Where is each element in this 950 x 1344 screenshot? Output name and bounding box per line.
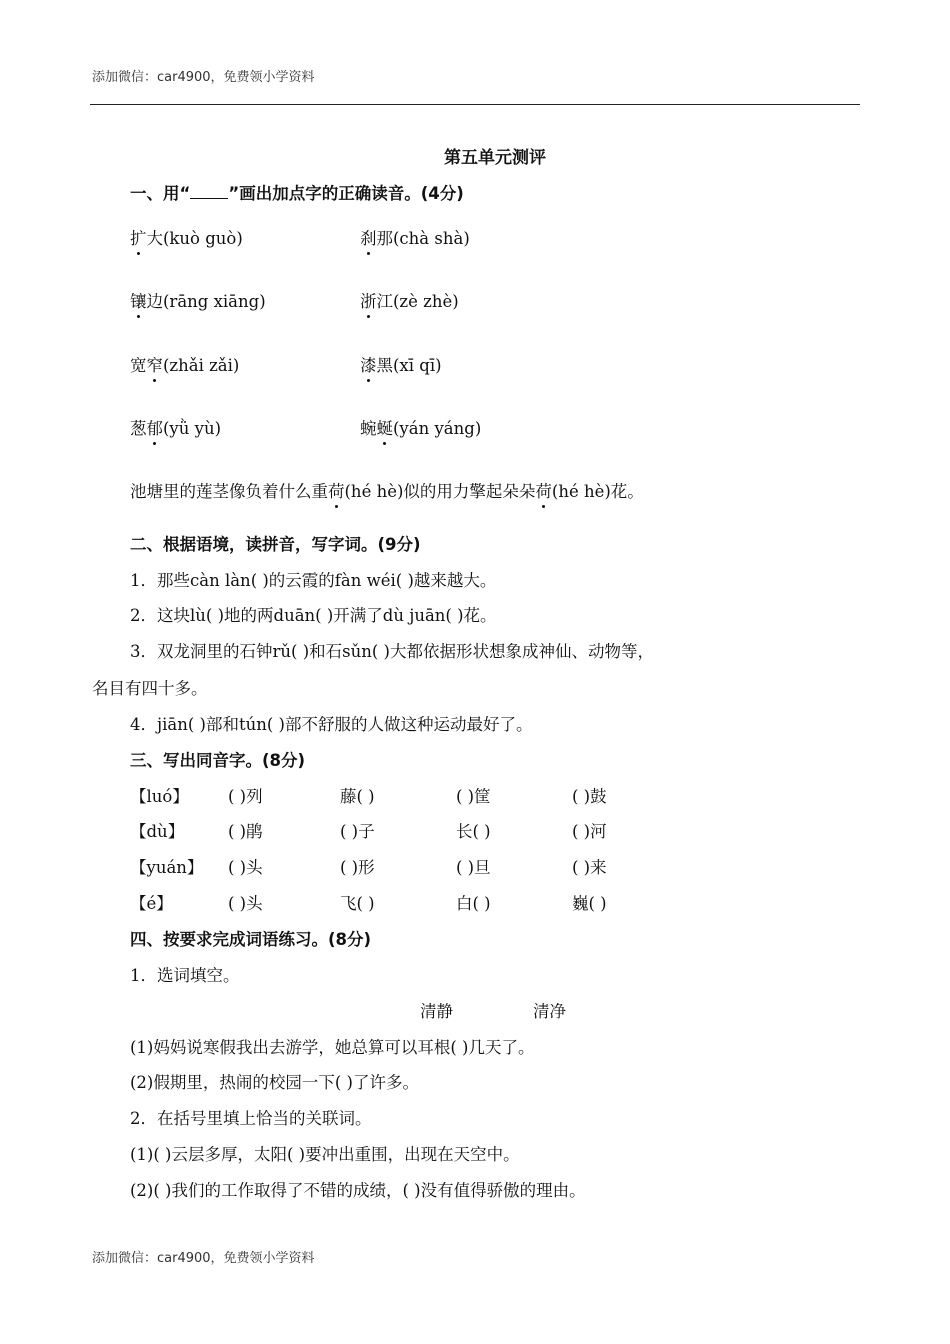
question-line: 2．在括号里填上恰当的关联词。 bbox=[130, 1109, 372, 1128]
homophone-cell: 飞( ) bbox=[340, 894, 375, 913]
section-4-heading: 四、按要求完成词语练习。(8分) bbox=[130, 930, 372, 949]
page-title: 第五单元测评 bbox=[444, 148, 546, 168]
pinyin-item bbox=[360, 228, 470, 250]
homophone-cell: ( )来 bbox=[572, 858, 607, 877]
pinyin-item bbox=[360, 355, 442, 377]
underline-sample bbox=[190, 184, 228, 199]
pinyin-label: 【dù】 bbox=[130, 822, 185, 841]
homophone-cell: ( )河 bbox=[572, 822, 607, 841]
heading-part: ”画出加点字的正确读音。(4分) bbox=[228, 184, 464, 203]
char: 黑 bbox=[376, 356, 393, 375]
pinyin-label: 【luó】 bbox=[130, 787, 189, 806]
header-rule bbox=[90, 104, 860, 105]
char: 葱 bbox=[130, 419, 147, 438]
section-2-heading: 二、根据语境，读拼音，写字词。(9分) bbox=[130, 535, 421, 554]
pinyin-options: (zhǎi zǎi) bbox=[163, 356, 240, 375]
dotted-char: 刹 bbox=[360, 229, 377, 248]
char: 宽 bbox=[130, 356, 147, 375]
char: 江 bbox=[376, 292, 393, 311]
char: 蜿 bbox=[360, 419, 377, 438]
word-option: 清净 bbox=[533, 1002, 566, 1021]
homophone-cell: 藤( ) bbox=[340, 787, 375, 806]
pinyin-options: (yǜ yù) bbox=[163, 419, 222, 438]
homophone-cell: ( )筐 bbox=[456, 787, 491, 806]
pinyin-item bbox=[130, 228, 243, 250]
section-1-heading bbox=[130, 183, 464, 205]
heading-part: 一、用“ bbox=[130, 184, 191, 203]
homophone-cell: 白( ) bbox=[456, 894, 491, 913]
dotted-char: 漆 bbox=[360, 356, 377, 375]
question-line: 1．选词填空。 bbox=[130, 966, 240, 985]
pinyin-options: (kuò guò) bbox=[163, 229, 243, 248]
pinyin-item bbox=[360, 291, 459, 313]
homophone-cell: ( )鼓 bbox=[572, 787, 607, 806]
pinyin-item bbox=[130, 418, 221, 440]
homophone-cell: 长( ) bbox=[456, 822, 491, 841]
question-line: 名目有四十多。 bbox=[92, 679, 208, 698]
question-line: (2)假期里，热闹的校园一下( )了许多。 bbox=[130, 1073, 419, 1092]
homophone-cell: ( )列 bbox=[228, 787, 263, 806]
pinyin-options: (yán yáng) bbox=[393, 419, 482, 438]
question-line: (2)( )我们的工作取得了不错的成绩，( )没有值得骄傲的理由。 bbox=[130, 1181, 586, 1200]
question-line: (1)妈妈说寒假我出去游学，她总算可以耳根( )几天了。 bbox=[130, 1038, 535, 1057]
homophone-cell: ( )头 bbox=[228, 858, 263, 877]
pinyin-options: (xī qī) bbox=[393, 356, 442, 375]
pinyin-options: (chà shà) bbox=[393, 229, 470, 248]
pinyin-item bbox=[360, 418, 481, 440]
homophone-cell: ( )形 bbox=[340, 858, 375, 877]
homophone-cell: 巍( ) bbox=[572, 894, 607, 913]
dotted-char: 荷 bbox=[328, 482, 345, 501]
section-3-heading: 三、写出同音字。(8分) bbox=[130, 751, 306, 770]
pinyin-label: 【é】 bbox=[130, 894, 173, 913]
char: 边 bbox=[146, 292, 163, 311]
dotted-char: 镶 bbox=[130, 292, 147, 311]
dotted-char: 郁 bbox=[146, 419, 163, 438]
dotted-char: 扩 bbox=[130, 229, 147, 248]
dotted-char: 荷 bbox=[535, 482, 552, 501]
dotted-char: 窄 bbox=[146, 356, 163, 375]
dotted-char: 浙 bbox=[360, 292, 377, 311]
homophone-cell: ( )鹃 bbox=[228, 822, 263, 841]
page-footer-text: 添加微信：car4900，免费领小学资料 bbox=[92, 1251, 315, 1266]
char: 那 bbox=[376, 229, 393, 248]
question-line: (1)( )云层多厚，太阳( )要冲出重围，出现在天空中。 bbox=[130, 1145, 520, 1164]
lotus-sentence bbox=[130, 481, 644, 503]
pinyin-options: (rāng xiāng) bbox=[163, 292, 266, 311]
question-line: 1．那些càn làn( )的云霞的fàn wéi( )越来越大。 bbox=[130, 571, 497, 590]
pinyin-item bbox=[130, 291, 266, 313]
char: 大 bbox=[146, 229, 163, 248]
word-option: 清静 bbox=[420, 1002, 453, 1021]
question-line: 2．这块lù( )地的两duān( )开满了dù juān( )花。 bbox=[130, 606, 497, 625]
pinyin-label: 【yuán】 bbox=[130, 858, 204, 877]
pinyin-item bbox=[130, 355, 239, 377]
pinyin-options: (zè zhè) bbox=[393, 292, 459, 311]
question-line: 3．双龙洞里的石钟rǔ( )和石sǔn( )大都依据形状想象成神仙、动物等， bbox=[130, 642, 654, 661]
homophone-cell: ( )子 bbox=[340, 822, 375, 841]
sentence-part: 池塘里的莲茎像负着什么重 bbox=[130, 482, 328, 501]
question-line: 4．jiān( )部和tún( )部不舒服的人做这种运动最好了。 bbox=[130, 715, 533, 734]
sentence-part: (hé hè)似的用力擎起朵朵 bbox=[344, 482, 536, 501]
sentence-part: (hé hè)花。 bbox=[551, 482, 644, 501]
page-header-text: 添加微信：car4900，免费领小学资料 bbox=[92, 70, 315, 85]
dotted-char: 蜒 bbox=[376, 419, 393, 438]
homophone-cell: ( )头 bbox=[228, 894, 263, 913]
homophone-cell: ( )旦 bbox=[456, 858, 491, 877]
